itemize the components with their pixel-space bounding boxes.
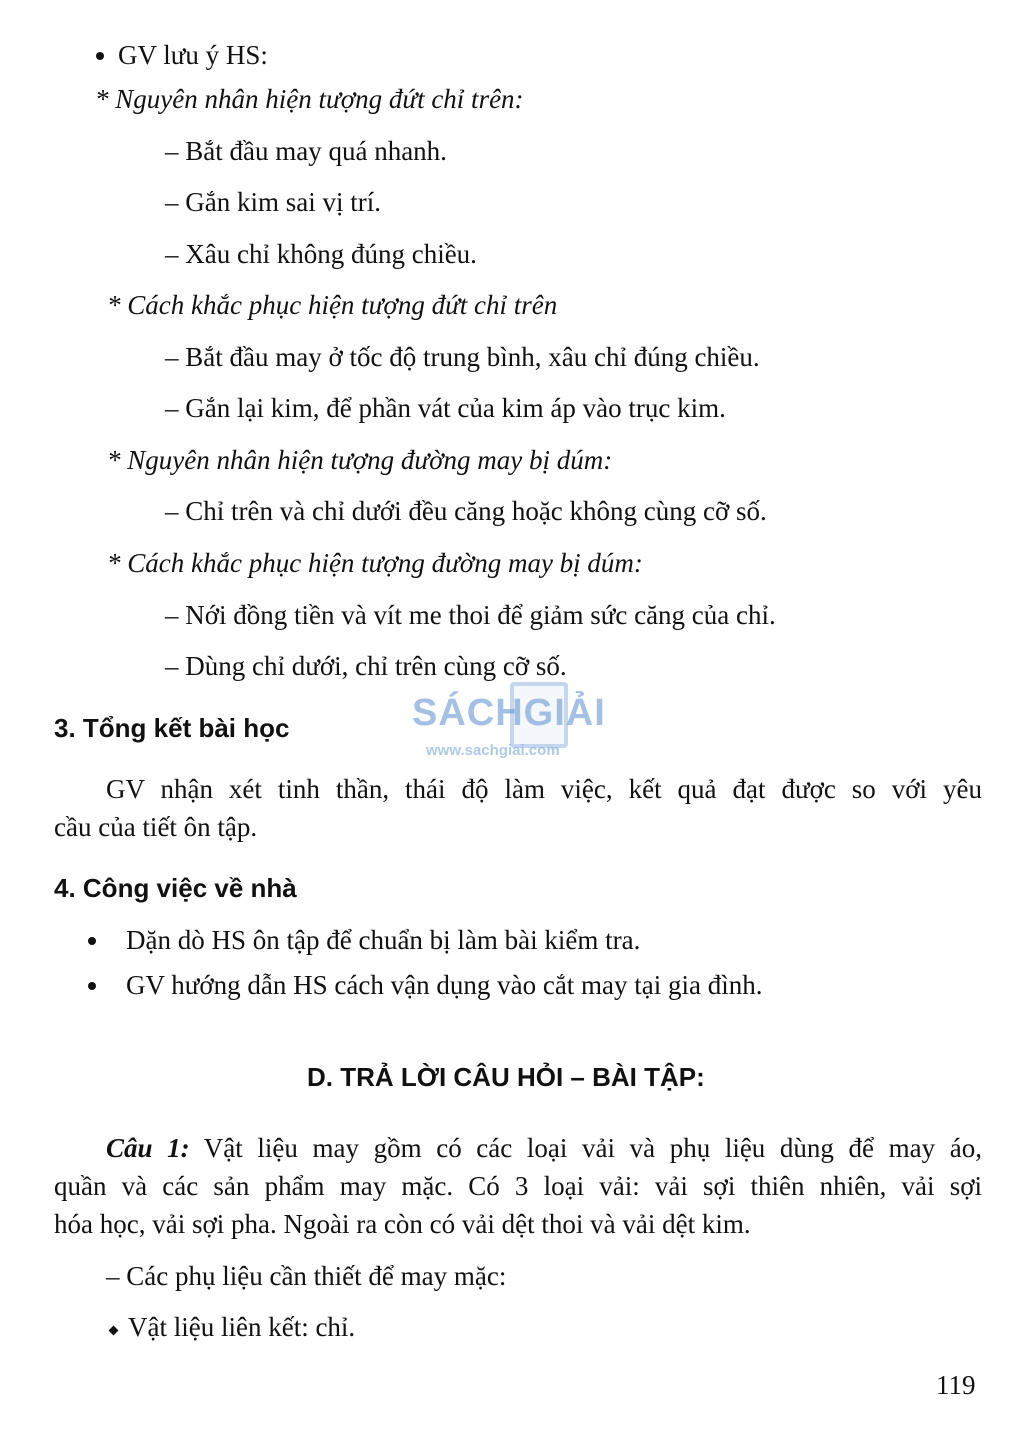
fix-item: – Nới đồng tiền và vít me thoi để giảm sức căng của chỉ. — [165, 600, 776, 630]
fix-item: – Gắn lại kim, để phần vát của kim áp vào trục kim. — [165, 393, 726, 423]
watermark-logo — [412, 690, 612, 770]
section-4-heading: 4. Công việc về nhà — [54, 873, 297, 903]
note-intro: GV lưu ý HS: — [118, 40, 268, 70]
bullet-dot — [88, 982, 96, 990]
answer-1-text: Vật liệu may gồm có các loại vải và phụ liệu dùng để may áo, — [189, 1133, 982, 1163]
fix-heading-1: * Cách khắc phục hiện tượng đứt chỉ trên — [107, 290, 558, 320]
homework-item: Dặn dò HS ôn tập để chuẩn bị làm bài kiểm tra. — [126, 925, 641, 955]
question-label: Câu 1: — [106, 1133, 190, 1163]
answer-1-line: hóa học, vải sợi pha. Ngoài ra còn có vải dệt thoi và vải dệt kim. — [54, 1209, 751, 1239]
watermark-url: www.sachgiai.com — [426, 742, 560, 759]
cause-item: – Gắn kim sai vị trí. — [165, 187, 381, 217]
fix-heading-2: * Cách khắc phục hiện tượng đường may bị dúm: — [107, 548, 643, 578]
section-3-heading: 3. Tổng kết bài học — [54, 713, 290, 743]
page-number: 119 — [936, 1370, 976, 1400]
cause-heading-2: * Nguyên nhân hiện tượng đường may bị dúm: — [107, 445, 613, 475]
watermark-brand: SÁCHGIẢI — [412, 692, 606, 734]
cause-item: – Bắt đầu may quá nhanh. — [165, 136, 447, 166]
bullet-dot — [96, 52, 104, 60]
answer-1-line: quần và các sản phẩm may mặc. Có 3 loại vải: vải sợi thiên nhiên, vải sợi — [54, 1171, 982, 1201]
fix-item: – Dùng chỉ dưới, chỉ trên cùng cỡ số. — [165, 651, 567, 681]
answer-1-line: Vật liệu liên kết: chỉ. — [128, 1312, 356, 1342]
section-3-paragraph-line: GV nhận xét tinh thần, thái độ làm việc, kết quả đạt được so với yêu — [106, 774, 982, 804]
diamond-bullet-icon — [109, 1326, 119, 1336]
cause-heading-1: * Nguyên nhân hiện tượng đứt chỉ trên: — [95, 84, 524, 114]
section-3-paragraph-line: cầu của tiết ôn tập. — [54, 812, 258, 842]
cause-item: – Xâu chỉ không đúng chiều. — [165, 239, 477, 269]
section-d-heading: D. TRẢ LỜI CÂU HỎI – BÀI TẬP: — [307, 1062, 705, 1092]
answer-1-line — [54, 1131, 982, 1165]
bullet-dot — [88, 937, 96, 945]
cause-item: – Chỉ trên và chỉ dưới đều căng hoặc không cùng cỡ số. — [165, 496, 767, 526]
homework-item: GV hướng dẫn HS cách vận dụng vào cắt may tại gia đình. — [126, 970, 763, 1000]
fix-item: – Bắt đầu may ở tốc độ trung bình, xâu chỉ đúng chiều. — [165, 342, 760, 372]
answer-1-line: – Các phụ liệu cần thiết để may mặc: — [106, 1261, 507, 1291]
